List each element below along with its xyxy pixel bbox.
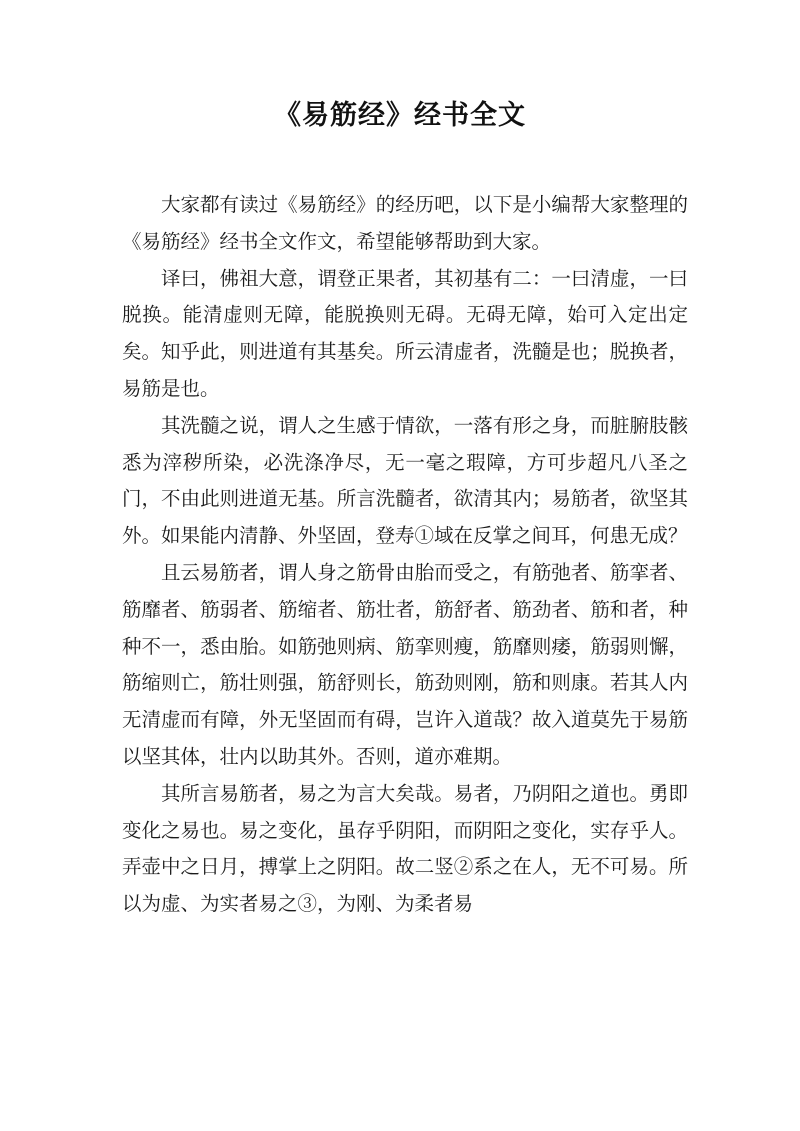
document-body xyxy=(122,187,688,923)
paragraph-yin-yang: 其所言易筋者，易之为言大矣哉。易者，乃阴阳之道也。勇即变化之易也。易之变化，虽存乎阴阳，而阴阳之变化，实存乎人。弄壶中之日月，搏掌上之阴阳。故二竖②系之在人，无不可易。所以为虚、为实者易之③，为刚、为柔者易 xyxy=(122,781,688,916)
paragraph-tendon-changing: 且云易筋者，谓人身之筋骨由胎而受之，有筋弛者、筋挛者、筋靡者、筋弱者、筋缩者、筋壮者，筋舒者、筋劲者、筋和者，种种不一，悉由胎。如筋弛则病、筋挛则瘦，筋靡则痿，筋弱则懈，筋缩则亡，筋壮则强，筋舒则长，筋劲则刚，筋和则康。若其人内无清虚而有障，外无坚固而有碍，岂许入道哉？故入道莫先于易筋以坚其体，壮内以助其外。否则，道亦难期。 xyxy=(122,560,688,768)
document-title: 《易筋经》经书全文 xyxy=(274,100,526,131)
paragraph-marrow-washing: 其洗髓之说，谓人之生感于情欲，一落有形之身，而脏腑肢骸悉为滓秽所染，必洗涤净尽，无一毫之瑕障，方可步超凡八圣之门，不由此则进道无基。所言洗髓者，欲清其内；易筋者，欲坚其外。如果能内清静、外坚固，登寿①域在反掌之间耳，何患无成？ xyxy=(122,413,688,548)
paragraph-translation: 译曰，佛祖大意，谓登正果者，其初基有二：一曰清虚，一曰脱换。能清虚则无障，能脱换则无碍。无碍无障，始可入定出定矣。知乎此，则进道有其基矣。所云清虚者，洗髓是也；脱换者，易筋是也。 xyxy=(122,266,688,400)
paragraph-intro: 大家都有读过《易筋经》的经历吧，以下是小编帮大家整理的《易筋经》经书全文作文，希望能够帮助到大家。 xyxy=(122,193,688,253)
